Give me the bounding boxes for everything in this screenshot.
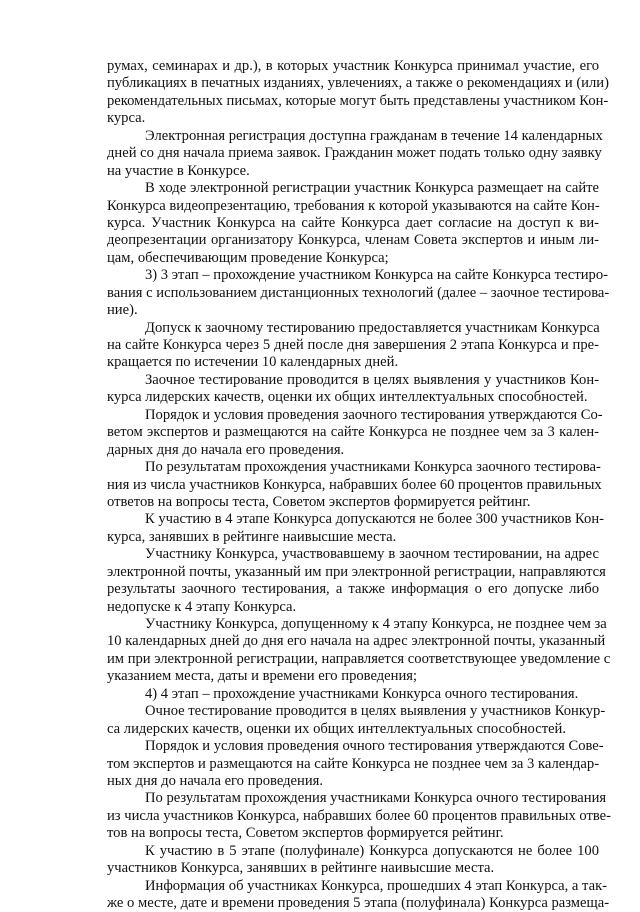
text-line: К участию в 4 этапе Конкурса допускаются не более 300 участников Кон- [145, 511, 605, 528]
text-line: же о месте, дате и времени проведения 5 этапа (полуфинала) Конкурса размеща- [107, 895, 610, 911]
text-line: Участнику Конкурса, участвовавшему в заочном тестировании, на адрес [145, 546, 599, 563]
text-line: Заочное тестирование проводится в целях выявления у участников Кон- [145, 371, 599, 388]
text-line: на участие в Конкурсе. [107, 162, 250, 179]
text-line: Порядок и условия проведения заочного тестирования утверждаются Со- [145, 406, 603, 423]
text-line: дней со дня начала приема заявок. Гражданин может подать только одну заявку [107, 145, 602, 162]
text-line: курса. [107, 110, 146, 127]
text-line: Порядок и условия проведения очного тестирования утверждаются Сове- [145, 738, 604, 755]
document-page [107, 58, 612, 912]
text-line: электронной почты, указанный им при электронной регистрации, направляются [107, 563, 606, 580]
text-line: 4) 4 этап – прохождение участниками Конкурса очного тестирования. [145, 685, 579, 702]
text-line: деопрезентации организатору Конкурса, членам Совета экспертов и иным ли- [107, 232, 599, 249]
text-line: ния из числа участников Конкурса, набравших более 60 процентов правильных [107, 476, 602, 493]
text-line: дарных дня до начала его проведения. [107, 441, 345, 458]
text-line: курса лидерских качеств, оценки их общих интеллектуальных способностей. [107, 389, 588, 406]
text-line: По результатам прохождения участниками Конкурса заочного тестирова- [145, 459, 601, 476]
text-line: кращается по истечении 10 календарных дней. [107, 354, 399, 371]
text-line: вания с использованием дистанционных технологий (далее – заочное тестирова- [107, 284, 610, 301]
text-line: рекомендательных письмах, которые могут быть представлены участником Кон- [107, 92, 609, 109]
text-line: Допуск к заочному тестированию предоставляется участникам Конкурса [145, 319, 600, 336]
text-line: ответов на вопросы теста, Советом экспертов формируется рейтинг. [107, 493, 531, 510]
text-line: недопуске к 4 этапу Конкурса. [107, 598, 297, 615]
text-line: курса, занявших в рейтинге наивысшие места. [107, 528, 397, 545]
text-line: По результатам прохождения участниками Конкурса очного тестирования [145, 790, 607, 807]
text-line: 3) 3 этап – прохождение участником Конкурса на сайте Конкурса тестиро- [145, 267, 609, 284]
text-line: ние). [107, 302, 138, 319]
text-line: из числа участников Конкурса, набравших более 60 процентов правильных отве- [107, 807, 612, 824]
text-line: тов на вопросы теста, Советом экспертов формируется рейтинг. [107, 825, 504, 842]
text-line: ных дня до начала его проведения. [107, 772, 324, 789]
text-line: Информация об участниках Конкурса, прошедших 4 этап Конкурса, а так- [145, 877, 608, 894]
text-line: на сайте Конкурса через 5 дней после дня завершения 2 этапа Конкурса и пре- [107, 337, 599, 353]
text-line: румах, семинарах и др.), в которых участник Конкурса принимал участие, его [107, 58, 599, 74]
text-line: Участнику Конкурса, допущенному к 4 этапу Конкурса, не позднее чем за [145, 616, 607, 632]
text-line: цам, обеспечивающим проведение Конкурса; [107, 249, 389, 266]
text-line: Конкурса видеопрезентацию, требования к которой указываются на сайте Кон- [107, 197, 600, 214]
text-line: публикациях в печатных изданиях, увлечениях, а также о рекомендациях и (или) [107, 75, 609, 92]
text-line: том экспертов и размещаются на сайте Конкурса не позднее чем за 3 календар- [107, 755, 600, 772]
text-line: са лидерских качеств, оценки их общих интеллектуальных способностей. [107, 720, 567, 737]
text-line: 10 календарных дней до дня его начала на адрес электронной почты, указанный [107, 633, 606, 650]
text-line: В ходе электронной регистрации участник Конкурса размещает на сайте [145, 180, 599, 197]
text-line: ветом экспертов и размещаются на сайте Конкурса не позднее чем за 3 кален- [107, 424, 599, 441]
text-line: Электронная регистрация доступна гражданам в течение 14 календарных [145, 127, 603, 144]
text-line: Очное тестирование проводится в целях выявления у участников Конкур- [145, 703, 606, 720]
text-line: указанием места, даты и времени его проведения; [107, 668, 418, 685]
text-line: К участию в 5 этапе (полуфинале) Конкурса допускаются не более 100 [145, 842, 599, 859]
text-line: им при электронной регистрации, направляется соответствующее уведомление с [107, 650, 611, 667]
text-line: участников Конкурса, занявших в рейтинге наивысшие места. [107, 860, 495, 877]
text-line: курса. Участник Конкурса на сайте Конкурса дает согласие на доступ к ви- [107, 214, 599, 231]
text-line: результаты заочного тестирования, а также информация о его допуске либо [107, 581, 599, 598]
